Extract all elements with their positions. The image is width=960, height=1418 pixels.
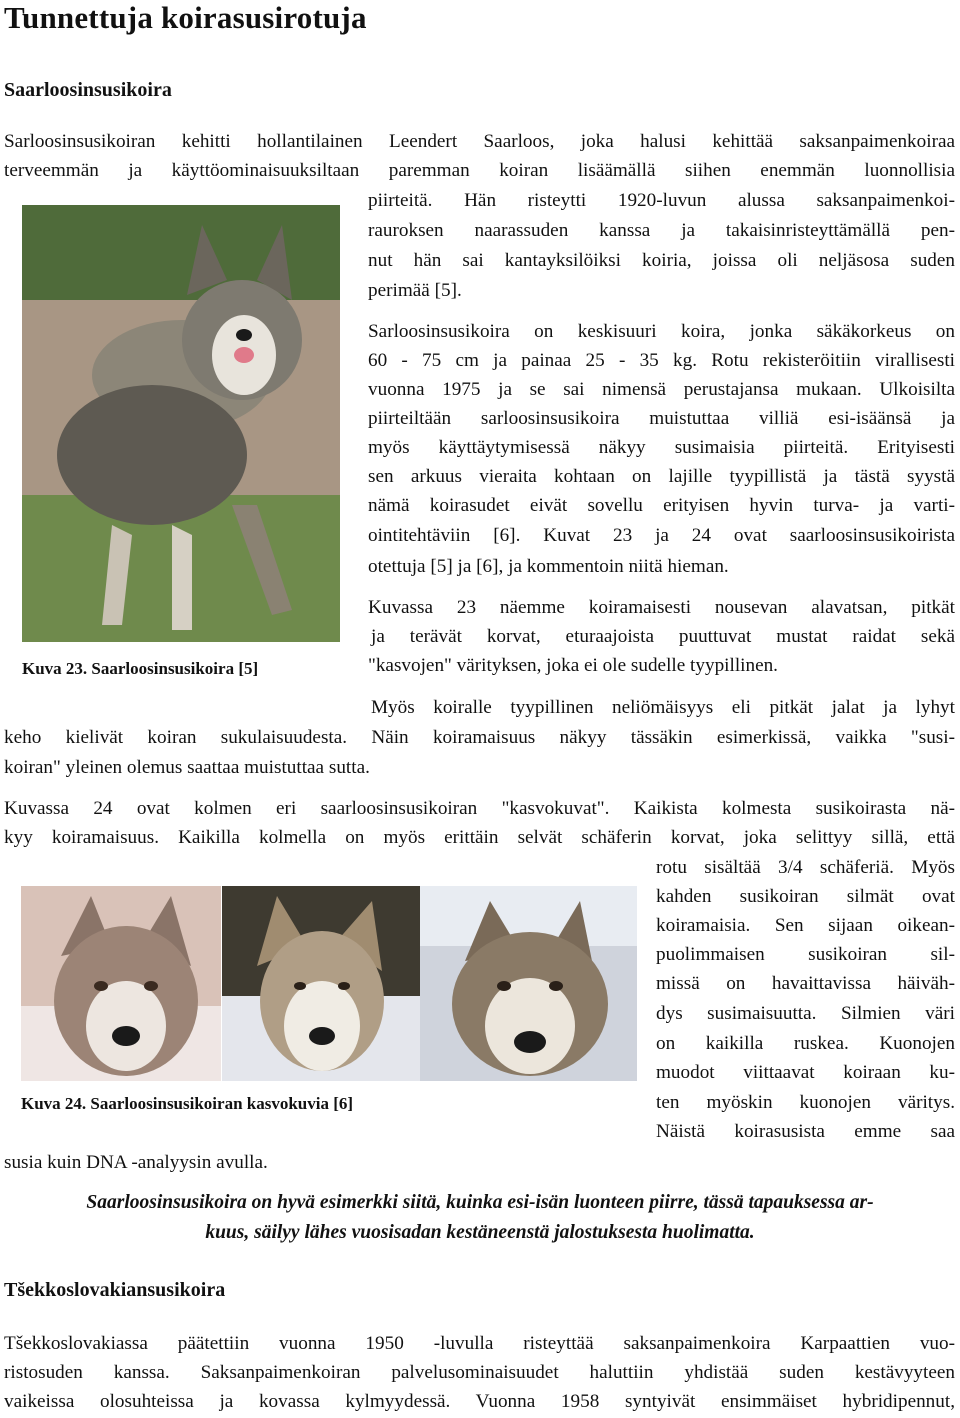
highlight-quote-line: Saarloosinsusikoira on hyvä esimerkki siitä, kuinka esi-isän luonteen piirre, tässä tapauksessa ar- — [86, 1192, 874, 1213]
highlight-quote-line: kuus, säilyy lähes vuosisadan kestäneenstä jalostuksesta huolimatta. — [205, 1222, 755, 1243]
text-line: piirteiltään sarloosinsusikoira muistuttaa villiä esi-isäänsä ja — [368, 408, 955, 429]
text-line: terveemmän ja käyttöominaisuuksiltaan paremman koiran lisäämällä siihen enemmän luonnollisia — [4, 160, 955, 181]
text-line: nämä koirasudet eivät sovellu erityisen hyvin turva- ja varti- — [368, 495, 955, 516]
text-line: koiran" yleinen olemus saattaa muistuttaa sutta. — [4, 757, 370, 778]
text-line: ointitehtäviin [6]. Kuvat 23 ja 24 ovat saarloosinsusikoirista — [368, 525, 955, 546]
text-line: vaikeissa olosuhteissa ja kovassa kylmyydessä. Vuonna 1958 syntyivät ensimmäiset hybridipennut, — [4, 1391, 955, 1412]
text-line: keho kielivät koiran sukulaisuudesta. Näin koiramaisuus näkyy tässäkin esimerkissä, vaikka "susi- — [4, 727, 955, 748]
figure-caption-fig24: Kuva 24. Saarloosinsusikoiran kasvokuvia [6] — [21, 1094, 354, 1113]
text-line: rotu sisältää 3/4 schäferiä. Myös — [656, 857, 955, 878]
text-line: dys susimaisuutta. Silmien väri — [656, 1003, 955, 1024]
text-line: missä on havaittavissa häiväh- — [656, 973, 955, 994]
text-line: Kuvassa 24 ovat kolmen eri saarloosinsusikoiran "kasvokuvat". Kaikista kolmesta susikoirasta nä- — [4, 798, 955, 819]
text-line: on kaikilla ruskea. Kuonojen — [656, 1033, 955, 1054]
text-line: ten myöskin kuonojen väritys. — [656, 1092, 955, 1113]
text-line: ristosuden kanssa. Saksanpaimenkoiran palvelusominaisuudet haluttiin yhdistää suden kestävyyteen — [4, 1362, 955, 1383]
text-line: "kasvojen" värityksen, joka ei ole sudelle tyypillinen. — [368, 655, 778, 676]
text-line: Myös koiralle tyypillinen neliömäisyys eli pitkät jalat ja lyhyt — [371, 697, 955, 718]
dog-face-photo-left — [21, 886, 221, 1081]
text-line: Sarloosinsusikoira on keskisuuri koira, jonka säkäkorkeus on — [368, 321, 955, 342]
text-line: Sarloosinsusikoiran kehitti hollantilainen Leendert Saarloos, joka halusi kehittää saksanpaimenkoiraa — [4, 131, 955, 152]
text-line: Näistä koirasusista emme saa — [656, 1121, 955, 1142]
section-heading-saarloos: Saarloosinsusikoira — [4, 79, 172, 101]
text-line: myös käyttäytymisessä näkyy susimaisia piirteitä. Erityisesti — [368, 437, 955, 458]
text-line: puolimmaisen susikoiran sil- — [656, 944, 955, 965]
dog-face-photo-right — [420, 886, 637, 1081]
text-line: Kuvassa 23 näemme koiramaisesti nousevan alavatsan, pitkät — [368, 597, 955, 618]
text-line: ja terävät korvat, eturaajoista puuttuvat mustat raidat sekä — [371, 626, 955, 647]
text-line: kahden susikoiran silmät ovat — [656, 886, 955, 907]
text-line: rauroksen naarassuden kanssa ja takaisinristeyttämällä pen- — [368, 220, 955, 241]
text-line: piirteitä. Hän risteytti 1920-luvun alussa saksanpaimenkoi- — [368, 190, 955, 211]
page-title: Tunnettuja koirasusirotuja — [4, 0, 367, 35]
dog-photo-fig23 — [22, 205, 340, 642]
section-heading-czechoslovakian: Tšekkoslovakiansusikoira — [4, 1279, 226, 1301]
text-line: Tšekkoslovakiassa päätettiin vuonna 1950 -luvulla risteyttää saksanpaimenkoira Karpaattien vuo- — [4, 1333, 955, 1354]
text-line: susia kuin DNA -analyysin avulla. — [4, 1152, 268, 1173]
text-line: muodot viittaavat koiraan ku- — [656, 1062, 955, 1083]
text-line: vuonna 1975 ja se sai nimensä perustajansa mukaan. Ulkoisilta — [368, 379, 955, 400]
text-line: 60 - 75 cm ja painaa 25 - 35 kg. Rotu rekisteröitiin virallisesti — [368, 350, 955, 371]
dog-face-photo-middle — [222, 886, 420, 1081]
text-line: sen arkuus vieraita kohtaan on lajille tyypillistä ja tästä syystä — [368, 466, 955, 487]
text-line: nut hän sai kantayksilöiksi koiria, joissa oli neljäsosa suden — [368, 250, 955, 271]
text-line: otettuja [5] ja [6], ja kommentoin niitä hieman. — [368, 556, 729, 577]
figure-caption-fig23: Kuva 23. Saarloosinsusikoira [5] — [22, 659, 259, 678]
text-line: kyy koiramaisuus. Kaikilla kolmella on myös erittäin selvät schäferin korvat, joka selittyy sillä, että — [4, 827, 955, 848]
text-line: koiramaisia. Sen sijaan oikean- — [656, 915, 955, 936]
text-line: perimää [5]. — [368, 280, 462, 301]
